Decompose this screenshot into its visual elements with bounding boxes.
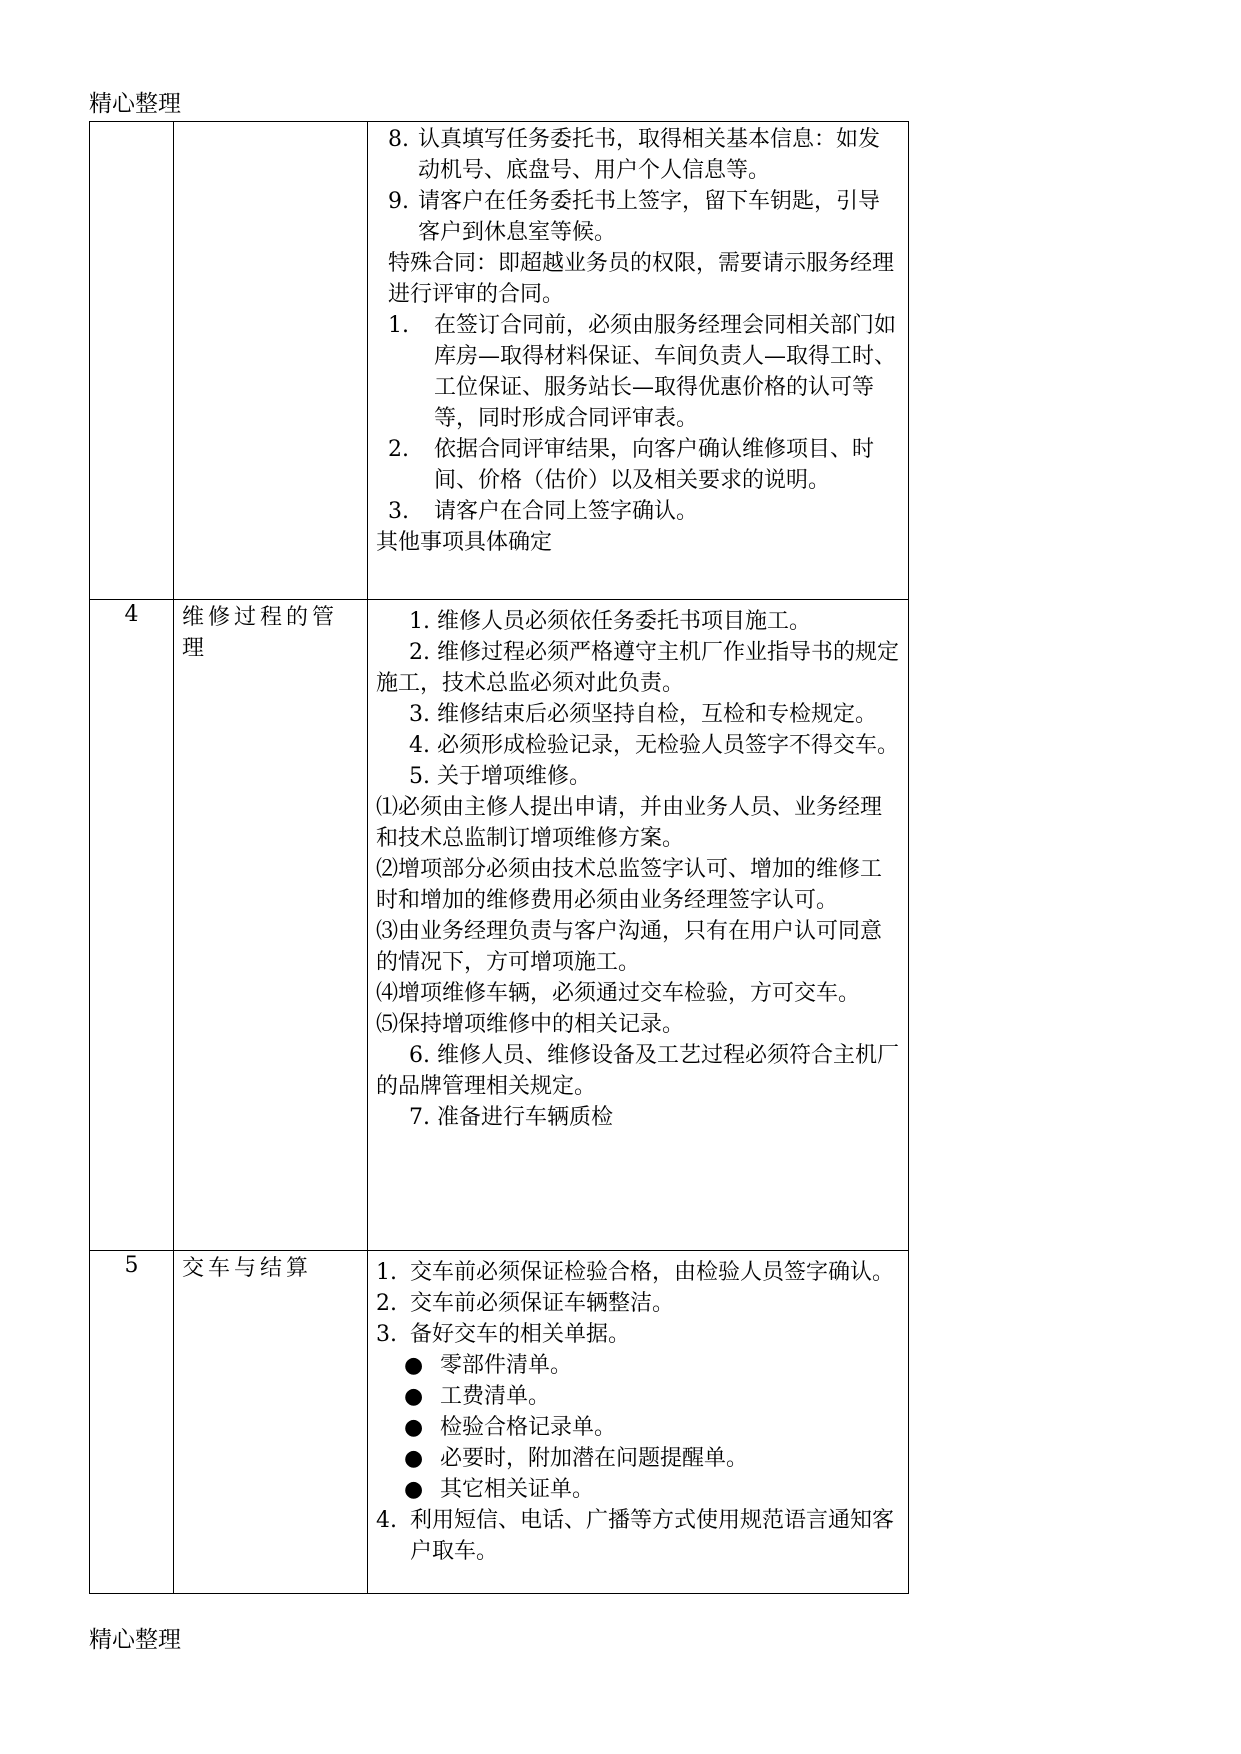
row-number: 5 — [90, 1251, 174, 1594]
sub-item: ⑷增项维修车辆，必须通过交车检验，方可交车。 — [376, 981, 861, 1006]
list-item — [376, 1288, 900, 1319]
list-item: 6. 维修人员、维修设备及工艺过程必须符合主机厂的品牌管理相关规定。 — [376, 1043, 899, 1099]
list-item: 4. 必须形成检验记录，无检验人员签字不得交车。 — [409, 733, 899, 758]
bullet-item — [376, 1474, 900, 1505]
list-text: 利用短信、电话、广播等方式使用规范语言通知客户取车。 — [410, 1508, 895, 1564]
row-item: 维修过程的管理 — [174, 600, 368, 1251]
list-item: 2. 维修过程必须严格遵守主机厂作业指导书的规定施工，技术总监必须对此负责。 — [376, 640, 899, 696]
table-row — [90, 600, 909, 1251]
bullet-icon: ● — [404, 1384, 424, 1409]
list-item — [376, 186, 900, 248]
bullet-text: 必要时，附加潜在问题提醒单。 — [440, 1446, 749, 1471]
list-text: 认真填写任务委托书，取得相关基本信息：如发动机号、底盘号、用户个人信息等。 — [418, 127, 881, 183]
list-marker: 1. — [388, 313, 409, 338]
list-item: 1. 维修人员必须依任务委托书项目施工。 — [409, 609, 811, 634]
bullet-icon: ● — [404, 1353, 424, 1378]
table-row — [90, 122, 909, 600]
row-item: 交车与结算 — [174, 1251, 368, 1594]
list-item — [376, 1319, 900, 1350]
bullet-item — [376, 1443, 900, 1474]
list-text: 请客户在合同上签字确认。 — [434, 499, 699, 524]
sub-item: ⑵增项部分必须由技术总监签字认可、增加的维修工时和增加的维修费用必须由业务经理签字认可。 — [376, 857, 883, 913]
list-item — [376, 310, 900, 434]
row-item — [174, 122, 368, 600]
row-number — [90, 122, 174, 600]
list-text: 交车前必须保证检验合格，由检验人员签字确认。 — [410, 1260, 895, 1285]
bullet-icon: ● — [404, 1415, 424, 1440]
bullet-text: 零部件清单。 — [440, 1353, 573, 1378]
bullet-text: 其它相关证单。 — [440, 1477, 595, 1502]
sub-item: ⑴必须由主修人提出申请，并由业务人员、业务经理和技术总监制订增项维修方案。 — [376, 795, 883, 851]
list-item — [376, 1257, 900, 1288]
list-marker: 1. — [376, 1260, 397, 1285]
list-marker: 2. — [376, 1291, 397, 1316]
list-text: 交车前必须保证车辆整洁。 — [410, 1291, 675, 1316]
table-row — [90, 1251, 909, 1594]
page-footer: 精心整理 — [89, 1627, 181, 1653]
sub-item: ⑸保持增项维修中的相关记录。 — [376, 1012, 685, 1037]
procedure-table — [89, 121, 909, 1594]
list-item — [376, 434, 900, 496]
list-text: 依据合同评审结果，向客户确认维修项目、时间、价格（估价）以及相关要求的说明。 — [434, 437, 875, 493]
sub-item: ⑶由业务经理负责与客户沟通，只有在用户认可同意的情况下，方可增项施工。 — [376, 919, 883, 975]
list-marker: 2. — [388, 437, 409, 462]
list-text: 备好交车的相关单据。 — [410, 1322, 631, 1347]
bullet-item — [376, 1381, 900, 1412]
list-marker: 8. — [388, 127, 409, 152]
list-marker: 3. — [376, 1322, 397, 1347]
row-content — [368, 1251, 909, 1594]
list-item: 5. 关于增项维修。 — [409, 764, 591, 789]
list-text: 在签订合同前，必须由服务经理会同相关部门如库房—取得材料保证、车间负责人—取得工时、工位保证、服务站长—取得优惠价格的认可等等，同时形成合同评审表。 — [434, 313, 897, 431]
bullet-item — [376, 1350, 900, 1381]
bullet-icon: ● — [404, 1477, 424, 1502]
list-item — [376, 496, 900, 527]
list-text: 请客户在任务委托书上签字，留下车钥匙，引导客户到休息室等候。 — [418, 189, 881, 245]
bullet-icon: ● — [404, 1446, 424, 1471]
row-content — [368, 122, 909, 600]
list-marker: 4. — [376, 1508, 397, 1533]
list-item: 7. 准备进行车辆质检 — [409, 1105, 613, 1130]
list-item — [376, 124, 900, 186]
special-contract-note: 特殊合同：即超越业务员的权限，需要请示服务经理进行评审的合同。 — [388, 251, 895, 307]
bullet-item — [376, 1412, 900, 1443]
page-header: 精心整理 — [89, 91, 181, 117]
list-item — [376, 1505, 900, 1567]
row-content — [368, 600, 909, 1251]
bullet-text: 工费清单。 — [440, 1384, 551, 1409]
bullet-text: 检验合格记录单。 — [440, 1415, 617, 1440]
list-marker: 9. — [388, 189, 409, 214]
other-matters-note: 其他事项具体确定 — [376, 530, 553, 555]
list-marker: 3. — [388, 499, 409, 524]
row-number: 4 — [90, 600, 174, 1251]
list-item: 3. 维修结束后必须坚持自检，互检和专检规定。 — [409, 702, 877, 727]
